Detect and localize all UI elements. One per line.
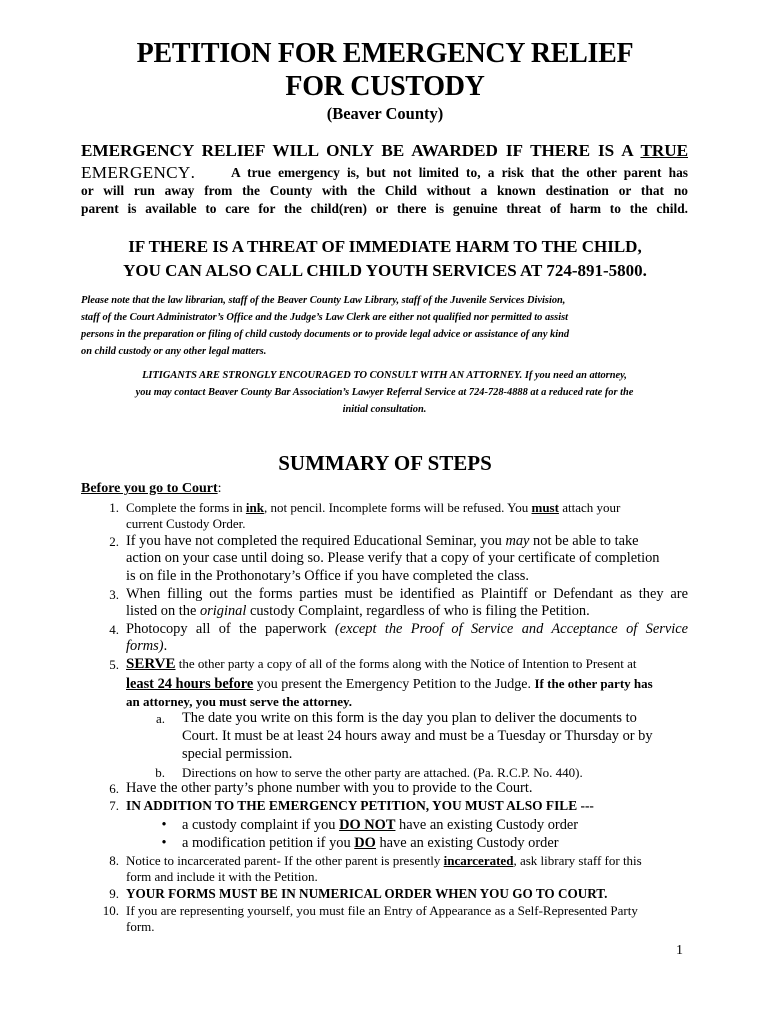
before-court-label: Before you go to Court: xyxy=(81,481,222,496)
page-title-line2: FOR CUSTODY xyxy=(285,71,485,102)
emergency-warning-line1: EMERGENCY RELIEF WILL ONLY BE AWARDED IF THERE IS A TRUE xyxy=(81,141,688,160)
disclaimer-line1: Please note that the law librarian, staff of the Beaver County Law Library, staff of the Juvenile Services Division, xyxy=(81,295,566,306)
summary-heading: SUMMARY OF STEPS xyxy=(278,451,492,475)
county-subtitle: (Beaver County) xyxy=(326,104,444,123)
document-page: PETITION FOR EMERGENCY RELIEF FOR CUSTODY (Beaver County) EMERGENCY RELIEF WILL ONLY BE AWARDED IF THERE IS A TRUE EMERGENCY. A true emergency is, but not limited to, a risk that the other parent has or will run away from the County with the Child without a known destination or that no parent is available to care for the child(ren) or there is genuine threat of harm to the child. IF THERE IS A THREAT OF IMMEDIATE HARM TO THE CHILD, YOU CAN ALSO CALL CHILD YOUTH SERVICES AT 724-891-5800. Please note that the law librarian, staff of the Beaver County Law Library, staff of the Juvenile Services Division, staff of the Court Administrator’s Office and the Judge’s Law Clerk are either not qualified nor permitted to assist persons in the preparation or filing of child custody documents or to provide legal advice or assistance of any kind on child custody or any other legal matters. LITIGANTS ARE STRONGLY ENCOURAGED TO CONSULT WITH AN ATTORNEY. If you need an attorney, you may contact Beaver County Bar Association’s Lawyer Referral Service at 724-728-4888 at a reduced rate for the initial consultation. SUMMARY OF STEPS Before you go to Court: 1. Complete the forms in ink, not pencil. Incomplete forms will be refused. You must attach your current Custody Order. 2. If you have not completed the required Educational Seminar, you may not be able to take action on your case until doing so. Please verify that a copy of your certificate of completion is on file in the Prothonotary’s Office if you have completed the class. 3. When filling out the forms parties must be identified as Plaintiff or Defendant as they are listed on the original custody Complaint, regardless of who is filing the Petition. 4. Photocopy all of the paperwork (except the Proof of Service and Acceptance of Service forms). 5. SERVE the other party a copy of all of the forms along with the Notice of Intention to Present at least 24 hours before you present the Emergency Petition to the Judge. If the other party has an attorney, you must serve the attorney. a. The date you write on this form is the day you plan to deliver the documents to Court. It must be at least 24 hours away and must be a Tuesday or Thursday or by special permission. b. Directions on how to serve the other party are attached. (Pa. R.C.P. No. 440). 6. Have the other party’s phone number with you to provide to the Court. 7. IN ADDITION TO THE EMERGENCY PETITION, YOU MUST ALSO FILE --- • a custody complaint if you DO NOT have an existing Custody order • a modification petition if you DO have an existing Custody order 8. Notice to incarcerated parent- If the other parent is presently incarcerated, ask library staff for this form and include it with the Petition. 9. YOUR FORMS MUST BE IN NUMERICAL ORDER WHEN YOU GO TO COURT. 10. If you are representing yourself, you must file an Entry of Appearance as a Self-Represented Party form. 1 xyxy=(0,0,770,1024)
bullet-icon: • xyxy=(161,817,167,833)
attorney-notice-line3: initial consultation. xyxy=(342,404,427,415)
harm-notice-line1: IF THERE IS A THREAT OF IMMEDIATE HARM TO THE CHILD, xyxy=(128,237,642,256)
disclaimer-line4: on child custody or any other legal matters. xyxy=(81,346,267,357)
disclaimer-line3: persons in the preparation or filing of child custody documents or to provide legal advice or assistance of any kind xyxy=(81,329,570,340)
emergency-warning-line4: parent is available to care for the child(ren) or there is genuine threat of harm to the child. xyxy=(81,201,688,216)
emergency-warning-line3: or will run away from the County with the Child without a known destination or that no xyxy=(81,183,688,198)
true-emphasis: TRUE xyxy=(640,141,688,160)
bullet-icon: • xyxy=(161,835,167,851)
attorney-notice-line2: you may contact Beaver County Bar Association’s Lawyer Referral Service at 724-728-4888 at a reduced rate for the xyxy=(135,387,634,398)
emergency-warning-line2: EMERGENCY. A true emergency is, but not limited to, a risk that the other parent has xyxy=(81,163,688,182)
attorney-notice-line1: LITIGANTS ARE STRONGLY ENCOURAGED TO CONSULT WITH AN ATTORNEY. If you need an attorney, xyxy=(142,370,627,381)
disclaimer-line2: staff of the Court Administrator’s Office and the Judge’s Law Clerk are either not qualified nor permitted to assist xyxy=(81,312,569,323)
page-title: PETITION FOR EMERGENCY RELIEF xyxy=(136,38,634,69)
page-number: 1 xyxy=(676,943,683,958)
harm-notice-line2: YOU CAN ALSO CALL CHILD YOUTH SERVICES AT 724-891-5800. xyxy=(123,261,647,280)
